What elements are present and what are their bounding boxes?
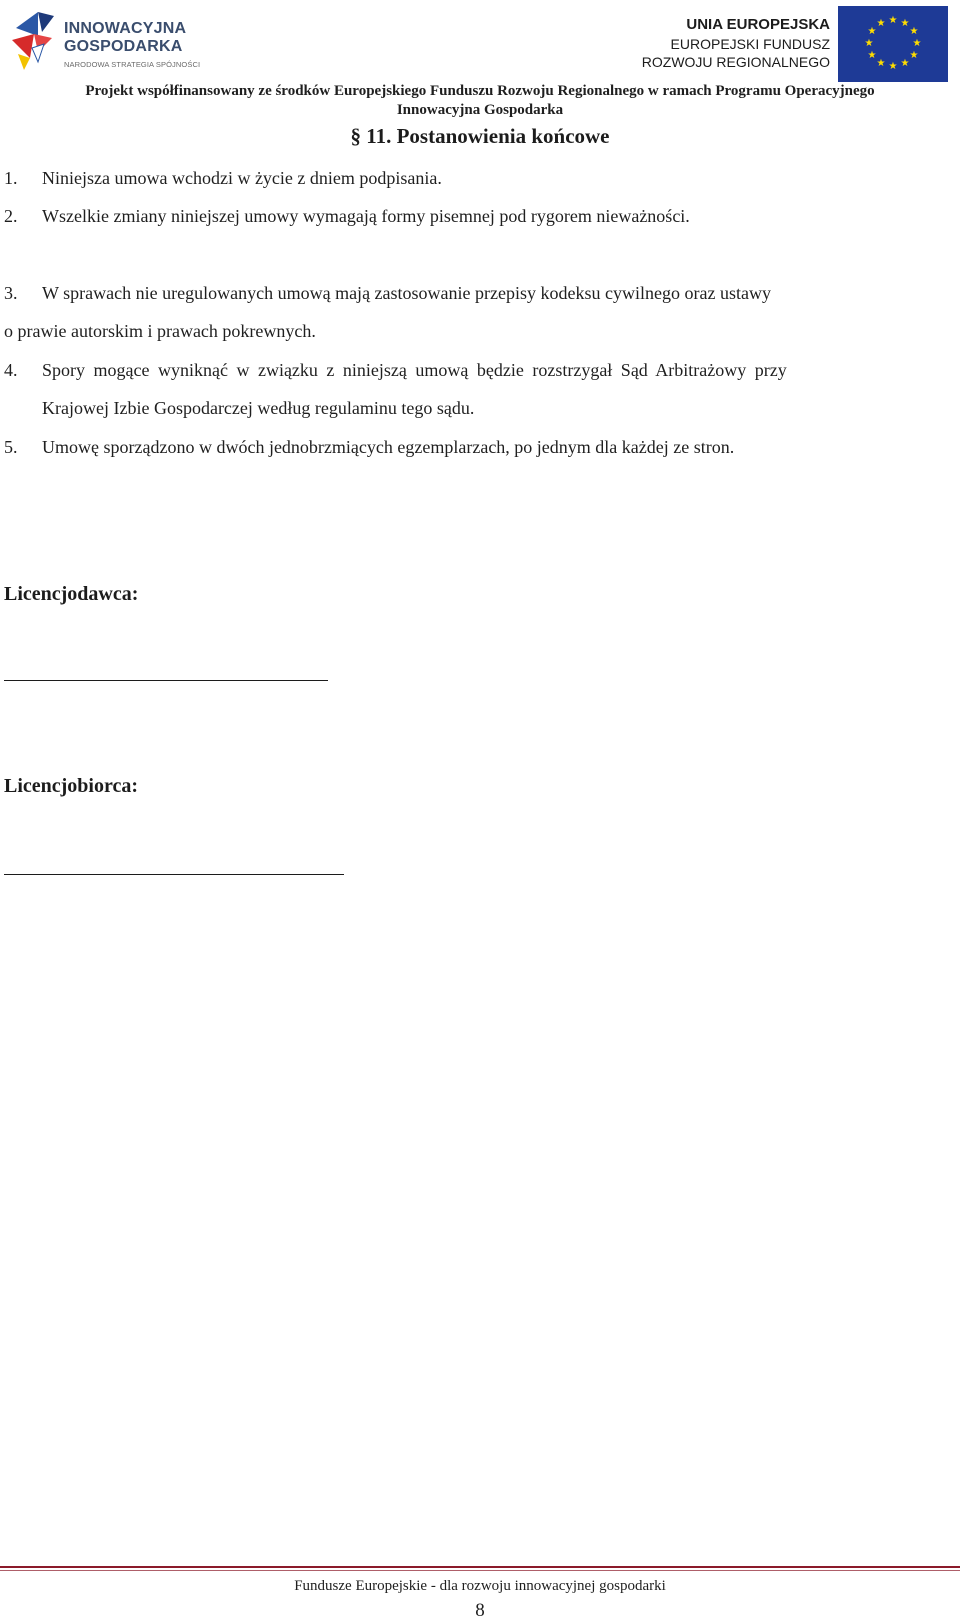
svg-text:★: ★: [909, 50, 919, 61]
clause-text: W sprawach nie uregulowanych umową mają zastosowanie przepisy kodeksu cywilnego oraz ustawy: [42, 283, 771, 303]
project-funding-line: Projekt współfinansowany ze środków Europejskiego Funduszu Rozwoju Regionalnego w ramach Programu Operacyjnego: [85, 83, 875, 99]
svg-text:★: ★: [876, 58, 886, 69]
svg-text:★: ★: [888, 61, 898, 72]
innowacyjna-gospodarka-logo: [8, 6, 208, 76]
svg-text:★: ★: [864, 38, 874, 49]
eu-logo-line1: UNIA EUROPEJSKA: [686, 16, 830, 33]
logo-line-strategia: NARODOWA STRATEGIA SPÓJNOŚCI: [64, 60, 201, 69]
svg-text:★: ★: [867, 26, 877, 37]
star-emblem-icon: [8, 8, 60, 74]
licensee-signature-line: [4, 874, 344, 875]
eu-flag-icon: [838, 6, 948, 82]
svg-text:★: ★: [888, 15, 898, 26]
clause-number: 3.: [4, 283, 18, 303]
svg-text:★: ★: [900, 58, 910, 69]
licensee-label: Licencjobiorca:: [4, 775, 139, 797]
licensor-label: Licencjodawca:: [4, 583, 139, 605]
clause-number: 4.: [4, 360, 18, 380]
logo-line-innowacyjna: INNOWACYJNA: [64, 20, 187, 37]
clause-text-continuation: Krajowej Izbie Gospodarczej według regulaminu tego sądu.: [42, 398, 475, 418]
footer-rule: [0, 1566, 960, 1568]
svg-text:★: ★: [867, 50, 877, 61]
clause-item: [4, 274, 956, 350]
svg-text:★: ★: [909, 26, 919, 37]
clause-number: 5.: [4, 437, 18, 457]
footer-rule-thin: [0, 1570, 960, 1571]
eu-logo-line2: EUROPEJSKI FUNDUSZ: [670, 36, 830, 52]
clause-item: [4, 351, 956, 427]
clause-number: 1.: [4, 168, 18, 188]
clause-text: Spory mogące wyniknąć w związku z niniejszą umową będzie rozstrzygał Sąd Arbitrażowy przy: [42, 360, 787, 380]
clause-text: Wszelkie zmiany niniejszej umowy wymagają formy pisemnej pod rygorem nieważności.: [42, 206, 690, 226]
clause-number: 2.: [4, 206, 18, 226]
section-title: § 11. Postanowienia końcowe: [350, 124, 610, 148]
eu-logo: [638, 6, 948, 82]
clause-text-continuation: o prawie autorskim i prawach pokrewnych.: [4, 321, 316, 341]
clause-text: Niniejsza umowa wchodzi w życie z dniem podpisania.: [42, 168, 442, 188]
svg-text:★: ★: [912, 38, 922, 49]
svg-text:★: ★: [876, 18, 886, 29]
eu-logo-line3: ROZWOJU REGIONALNEGO: [641, 54, 830, 70]
svg-text:★: ★: [900, 18, 910, 29]
licensor-signature-line: [4, 680, 328, 681]
page-number: 8: [475, 1600, 485, 1621]
clause-text: Umowę sporządzono w dwóch jednobrzmiących egzemplarzach, po jednym dla każdej ze stron.: [42, 437, 735, 457]
project-program-line: Innowacyjna Gospodarka: [396, 102, 564, 118]
footer-text: Fundusze Europejskie - dla rozwoju innowacyjnej gospodarki: [294, 1578, 666, 1594]
logo-line-gospodarka: GOSPODARKA: [64, 38, 183, 55]
